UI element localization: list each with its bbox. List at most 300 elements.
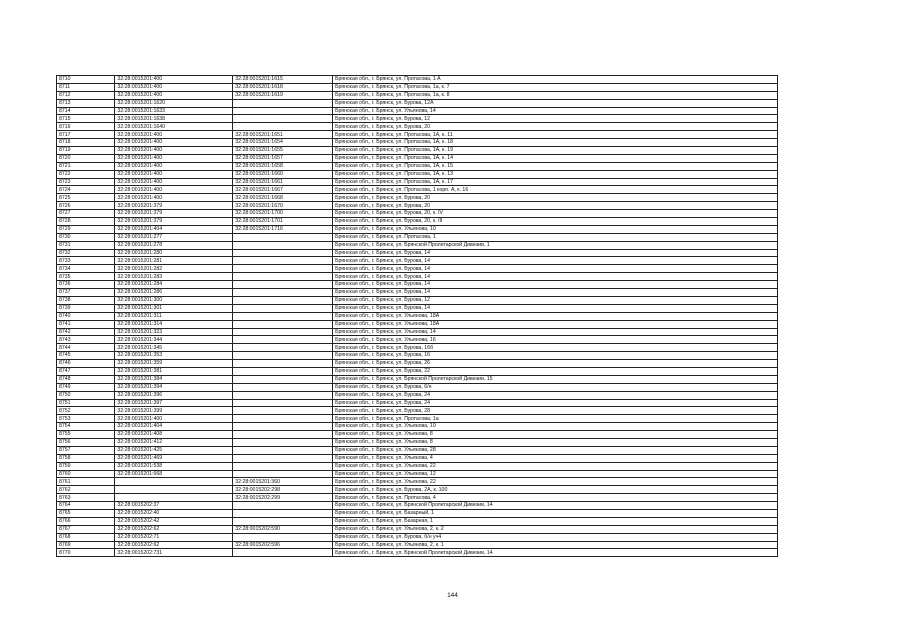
table-row xyxy=(57,123,778,131)
table-row xyxy=(57,525,778,533)
row-number-cell: 8722 xyxy=(57,170,115,178)
object-number-cell xyxy=(233,470,333,478)
cadastral-number-cell: 32:28:0015201:311 xyxy=(115,312,233,320)
row-number-cell: 8764 xyxy=(57,502,115,510)
address-cell: Брянская обл., г. Брянск, ул. Базарный, 1 xyxy=(333,509,778,517)
table-row xyxy=(57,202,778,210)
row-number-cell: 8750 xyxy=(57,391,115,399)
table-row xyxy=(57,533,778,541)
cadastral-number-cell: 32:28:0015201:400 xyxy=(115,170,233,178)
table-row xyxy=(57,304,778,312)
table-row xyxy=(57,517,778,525)
table-row xyxy=(57,336,778,344)
object-number-cell: 32:28:0015201:360 xyxy=(233,478,333,486)
address-cell: Брянская обл., г. Брянск, ул. Бурова, 6/н xyxy=(333,383,778,391)
object-number-cell: 32:28:0015202:596 xyxy=(233,541,333,549)
table-row xyxy=(57,320,778,328)
object-number-cell xyxy=(233,509,333,517)
table-row xyxy=(57,296,778,304)
table-row xyxy=(57,470,778,478)
cadastral-number-cell xyxy=(115,494,233,502)
address-cell: Брянская обл., г. Брянск, ул. Бурова, 26 xyxy=(333,360,778,368)
cadastral-number-cell: 32:28:0015201:353 xyxy=(115,352,233,360)
row-number-cell: 8752 xyxy=(57,407,115,415)
address-cell: Брянская обл., г. Брянск, ул. Ульянова, 18А xyxy=(333,312,778,320)
object-number-cell: 32:28:0015201:1658 xyxy=(233,162,333,170)
table-row xyxy=(57,415,778,423)
address-cell: Брянская обл., г. Брянск, ул. Бурова, 28 xyxy=(333,407,778,415)
cadastral-number-cell: 32:28:0015202:40 xyxy=(115,509,233,517)
cadastral-number-cell: 32:28:0015201:359 xyxy=(115,360,233,368)
table-row xyxy=(57,549,778,557)
row-number-cell: 8743 xyxy=(57,336,115,344)
row-number-cell: 8759 xyxy=(57,462,115,470)
row-number-cell: 8763 xyxy=(57,494,115,502)
row-number-cell: 8753 xyxy=(57,415,115,423)
table-row xyxy=(57,541,778,549)
cadastral-number-cell: 32:28:0015201:379 xyxy=(115,210,233,218)
table-row xyxy=(57,375,778,383)
cadastral-number-cell: 32:28:0015201:1633 xyxy=(115,107,233,115)
address-cell: Брянская обл., г. Брянск, ул. Ульянова, 18А xyxy=(333,320,778,328)
object-number-cell: 32:28:0015201:1667 xyxy=(233,186,333,194)
object-number-cell: 32:28:0015201:1618 xyxy=(233,83,333,91)
cadastral-number-cell: 32:28:0015201:400 xyxy=(115,162,233,170)
cadastral-number-cell: 32:28:0015201:400 xyxy=(115,147,233,155)
object-number-cell: 32:28:0015201:1619 xyxy=(233,91,333,99)
table-row xyxy=(57,502,778,510)
object-number-cell xyxy=(233,367,333,375)
cadastral-number-cell: 32:28:0015201:394 xyxy=(115,383,233,391)
address-cell: Брянская обл., г. Брянск, ул. Бурова, 20 xyxy=(333,194,778,202)
table-row xyxy=(57,99,778,107)
object-number-cell xyxy=(233,273,333,281)
row-number-cell: 8765 xyxy=(57,509,115,517)
object-number-cell xyxy=(233,249,333,257)
row-number-cell: 8728 xyxy=(57,218,115,226)
cadastral-number-cell: 32:28:0015201:278 xyxy=(115,241,233,249)
cadastral-number-cell: 32:28:0015201:400 xyxy=(115,415,233,423)
table-row xyxy=(57,273,778,281)
row-number-cell: 8712 xyxy=(57,91,115,99)
address-cell: Брянская обл., г. Брянск, ул. Ульянова, 10 xyxy=(333,423,778,431)
address-cell: Брянская обл., г. Брянск, ул. Протасова, 1 А xyxy=(333,76,778,84)
cadastral-number-cell: 32:28:0015201:400 xyxy=(115,186,233,194)
table-row xyxy=(57,241,778,249)
object-number-cell: 32:28:0015202:590 xyxy=(233,525,333,533)
address-cell: Брянская обл., г. Брянск, ул. Ульянова, 12 xyxy=(333,470,778,478)
address-cell: Брянская обл., г. Брянск, ул. Протасова, 1А, к. 17 xyxy=(333,178,778,186)
row-number-cell: 8747 xyxy=(57,367,115,375)
object-number-cell: 32:28:0015201:1670 xyxy=(233,202,333,210)
cadastral-number-cell: 32:28:0015201:425 xyxy=(115,446,233,454)
object-number-cell xyxy=(233,352,333,360)
row-number-cell: 8760 xyxy=(57,470,115,478)
table-row xyxy=(57,83,778,91)
address-cell: Брянская обл., г. Брянск, ул. Базарная, 1 xyxy=(333,517,778,525)
cadastral-number-cell: 32:28:0015201:400 xyxy=(115,178,233,186)
object-number-cell xyxy=(233,296,333,304)
address-cell: Брянская обл., г. Брянск, ул. Бурова, 22 xyxy=(333,367,778,375)
address-cell: Брянская обл., г. Брянск, ул. Бурова, 24 xyxy=(333,391,778,399)
cadastral-number-cell: 32:28:0015201:379 xyxy=(115,202,233,210)
address-cell: Брянская обл., г. Брянск, ул. Бурова, 2А, к. 100 xyxy=(333,486,778,494)
address-cell: Брянская обл., г. Брянск, ул. Ульянова, 14 xyxy=(333,328,778,336)
cadastral-number-cell: 32:28:0015201:412 xyxy=(115,438,233,446)
table-row xyxy=(57,194,778,202)
cadastral-number-cell: 32:28:0015201:1620 xyxy=(115,99,233,107)
row-number-cell: 8723 xyxy=(57,178,115,186)
object-number-cell xyxy=(233,115,333,123)
table-row xyxy=(57,438,778,446)
table-row xyxy=(57,218,778,226)
address-cell: Брянская обл., г. Брянск, ул. Бурова, 24 xyxy=(333,399,778,407)
address-cell: Брянская обл., г. Брянск, ул. Ульянова, 2, к. 1 xyxy=(333,541,778,549)
table-row xyxy=(57,289,778,297)
object-number-cell: 32:28:0015201:1660 xyxy=(233,170,333,178)
cadastral-number-cell: 32:28:0015201:300 xyxy=(115,296,233,304)
cadastral-number-cell: 32:28:0015202:71 xyxy=(115,533,233,541)
cadastral-number-cell: 32:28:0015202:62 xyxy=(115,541,233,549)
row-number-cell: 8762 xyxy=(57,486,115,494)
row-number-cell: 8754 xyxy=(57,423,115,431)
table-row xyxy=(57,312,778,320)
object-number-cell: 32:28:0015201:1651 xyxy=(233,131,333,139)
cadastral-number-cell: 32:28:0015201:301 xyxy=(115,304,233,312)
address-cell: Брянская обл., г. Брянск, ул. Брянской Пролетарской Дивизии, 14 xyxy=(333,502,778,510)
row-number-cell: 8770 xyxy=(57,549,115,557)
row-number-cell: 8766 xyxy=(57,517,115,525)
cadastral-number-cell: 32:28:0015202:731 xyxy=(115,549,233,557)
cadastral-number-cell: 32:28:0015201:282 xyxy=(115,265,233,273)
object-number-cell xyxy=(233,407,333,415)
cadastral-number-cell xyxy=(115,486,233,494)
row-number-cell: 8732 xyxy=(57,249,115,257)
object-number-cell xyxy=(233,107,333,115)
page-number: 144 xyxy=(447,592,458,599)
cadastral-number-cell: 32:28:0015201:404 xyxy=(115,423,233,431)
object-number-cell xyxy=(233,304,333,312)
row-number-cell: 8737 xyxy=(57,289,115,297)
row-number-cell: 8715 xyxy=(57,115,115,123)
row-number-cell: 8740 xyxy=(57,312,115,320)
address-cell: Брянская обл., г. Брянск, ул. Ульянова, 4 xyxy=(333,454,778,462)
object-number-cell: 32:28:0015201:1655 xyxy=(233,147,333,155)
address-cell: Брянская обл., г. Брянск, ул. Ульянова, 8 xyxy=(333,431,778,439)
table-row xyxy=(57,367,778,375)
cadastral-number-cell: 32:28:0015202:42 xyxy=(115,517,233,525)
row-number-cell: 8755 xyxy=(57,431,115,439)
row-number-cell: 8742 xyxy=(57,328,115,336)
cadastral-number-cell: 32:28:0015201:1638 xyxy=(115,115,233,123)
address-cell: Брянская обл., г. Брянск, ул. Ульянова, 22 xyxy=(333,478,778,486)
object-number-cell: 32:28:0015202:298 xyxy=(233,486,333,494)
address-cell: Брянская обл., г. Брянск, ул. Бурова, б/н уч4 xyxy=(333,533,778,541)
cadastral-number-cell: 32:28:0015201:286 xyxy=(115,289,233,297)
cadastral-number-cell: 32:28:0015201:345 xyxy=(115,344,233,352)
cadastral-number-cell: 32:28:0015201:396 xyxy=(115,391,233,399)
cadastral-number-cell: 32:28:0015201:408 xyxy=(115,431,233,439)
object-number-cell xyxy=(233,391,333,399)
row-number-cell: 8746 xyxy=(57,360,115,368)
row-number-cell: 8738 xyxy=(57,296,115,304)
cadastral-number-cell: 32:28:0015201:281 xyxy=(115,257,233,265)
address-cell: Брянская обл., г. Брянск, ул. Ульянова, 10 xyxy=(333,225,778,233)
address-cell: Брянская обл., г. Брянск, ул. Ульянова, 8 xyxy=(333,438,778,446)
object-number-cell xyxy=(233,375,333,383)
table-row xyxy=(57,383,778,391)
row-number-cell: 8733 xyxy=(57,257,115,265)
row-number-cell: 8761 xyxy=(57,478,115,486)
table-row xyxy=(57,352,778,360)
address-cell: Брянская обл., г. Брянск, ул. Ульянова, 28 xyxy=(333,446,778,454)
row-number-cell: 8714 xyxy=(57,107,115,115)
table-row xyxy=(57,344,778,352)
address-cell: Брянская обл., г. Брянск, ул. Бурова, 14 xyxy=(333,257,778,265)
object-number-cell xyxy=(233,281,333,289)
object-number-cell xyxy=(233,99,333,107)
object-number-cell xyxy=(233,312,333,320)
address-cell: Брянская обл., г. Брянск, ул. Бурова, 20, к. III xyxy=(333,218,778,226)
table-row xyxy=(57,233,778,241)
object-number-cell: 32:28:0015201:1668 xyxy=(233,194,333,202)
row-number-cell: 8726 xyxy=(57,202,115,210)
table-row xyxy=(57,257,778,265)
object-number-cell: 32:28:0015201:1657 xyxy=(233,154,333,162)
address-cell: Брянская обл., г. Брянск, ул. Бурова, 16б xyxy=(333,344,778,352)
row-number-cell: 8751 xyxy=(57,399,115,407)
row-number-cell: 8741 xyxy=(57,320,115,328)
object-number-cell xyxy=(233,438,333,446)
table-row xyxy=(57,154,778,162)
row-number-cell: 8717 xyxy=(57,131,115,139)
address-cell: Брянская обл., г. Брянск, ул. Бурова, 14 xyxy=(333,281,778,289)
cadastral-number-cell: 32:28:0015201:284 xyxy=(115,281,233,289)
address-cell: Брянская обл., г. Брянск, ул. Протасова, 1А, к. 13 xyxy=(333,170,778,178)
table-row xyxy=(57,107,778,115)
row-number-cell: 8721 xyxy=(57,162,115,170)
address-cell: Брянская обл., г. Брянск, ул. Бурова, 12А xyxy=(333,99,778,107)
table-row xyxy=(57,115,778,123)
object-number-cell xyxy=(233,446,333,454)
address-cell: Брянская обл., г. Брянск, ул. Протасова, 1а xyxy=(333,415,778,423)
object-number-cell xyxy=(233,241,333,249)
address-cell: Брянская обл., г. Брянск, ул. Протасова, 1А, к. 18 xyxy=(333,139,778,147)
object-number-cell xyxy=(233,533,333,541)
row-number-cell: 8736 xyxy=(57,281,115,289)
object-number-cell: 32:28:0015201:1661 xyxy=(233,178,333,186)
row-number-cell: 8767 xyxy=(57,525,115,533)
object-number-cell xyxy=(233,502,333,510)
address-cell: Брянская обл., г. Брянск, ул. Бурова, 14 xyxy=(333,273,778,281)
table-row xyxy=(57,210,778,218)
cadastral-number-cell: 32:28:0015201:400 xyxy=(115,91,233,99)
row-number-cell: 8757 xyxy=(57,446,115,454)
address-cell: Брянская обл., г. Брянск, ул. Протасова, 1 xyxy=(333,233,778,241)
object-number-cell xyxy=(233,431,333,439)
object-number-cell: 32:28:0015201:1701 xyxy=(233,218,333,226)
table-row xyxy=(57,407,778,415)
table-row xyxy=(57,423,778,431)
cadastral-number-cell: 32:28:0015201:277 xyxy=(115,233,233,241)
object-number-cell xyxy=(233,123,333,131)
object-number-cell xyxy=(233,399,333,407)
registry-table xyxy=(56,75,778,557)
address-cell: Брянская обл., г. Брянск, ул. Бурова, 20 xyxy=(333,123,778,131)
row-number-cell: 8716 xyxy=(57,123,115,131)
row-number-cell: 8735 xyxy=(57,273,115,281)
cadastral-number-cell: 32:28:0015201:314 xyxy=(115,320,233,328)
object-number-cell xyxy=(233,415,333,423)
object-number-cell xyxy=(233,265,333,273)
row-number-cell: 8718 xyxy=(57,139,115,147)
object-number-cell xyxy=(233,344,333,352)
cadastral-number-cell: 32:28:0015201:538 xyxy=(115,462,233,470)
address-cell: Брянская обл., г. Брянск, ул. Бурова, 20 xyxy=(333,202,778,210)
cadastral-number-cell: 32:28:0015201:397 xyxy=(115,399,233,407)
address-cell: Брянская обл., г. Брянск, ул. Бурова, 14 xyxy=(333,304,778,312)
row-number-cell: 8727 xyxy=(57,210,115,218)
cadastral-number-cell: 32:28:0015201:469 xyxy=(115,454,233,462)
table-row xyxy=(57,509,778,517)
cadastral-number-cell: 32:28:0015201:323 xyxy=(115,328,233,336)
object-number-cell xyxy=(233,549,333,557)
table-row xyxy=(57,76,778,84)
object-number-cell: 32:28:0015201:1654 xyxy=(233,139,333,147)
object-number-cell xyxy=(233,289,333,297)
row-number-cell: 8719 xyxy=(57,147,115,155)
row-number-cell: 8713 xyxy=(57,99,115,107)
row-number-cell: 8749 xyxy=(57,383,115,391)
row-number-cell: 8729 xyxy=(57,225,115,233)
table-row xyxy=(57,494,778,502)
object-number-cell xyxy=(233,517,333,525)
table-row xyxy=(57,328,778,336)
cadastral-number-cell: 32:28:0015201:283 xyxy=(115,273,233,281)
address-cell: Брянская обл., г. Брянск, ул. Брянской Пролетарской Дивизии, 14 xyxy=(333,549,778,557)
table-row xyxy=(57,454,778,462)
table-row xyxy=(57,265,778,273)
table-row xyxy=(57,399,778,407)
row-number-cell: 8724 xyxy=(57,186,115,194)
cadastral-number-cell xyxy=(115,478,233,486)
table-row xyxy=(57,147,778,155)
row-number-cell: 8748 xyxy=(57,375,115,383)
row-number-cell: 8756 xyxy=(57,438,115,446)
address-cell: Брянская обл., г. Брянск, ул. Ульянова, 16 xyxy=(333,336,778,344)
address-cell: Брянская обл., г. Брянск, ул. Протасова, 1А, к. 15 xyxy=(333,162,778,170)
cadastral-number-cell: 32:28:0015201:381 xyxy=(115,367,233,375)
row-number-cell: 8720 xyxy=(57,154,115,162)
address-cell: Брянская обл., г. Брянск, ул. Ульянова, 2, к. 2 xyxy=(333,525,778,533)
table-row xyxy=(57,91,778,99)
cadastral-number-cell: 32:28:0015201:1640 xyxy=(115,123,233,131)
object-number-cell xyxy=(233,360,333,368)
object-number-cell: 32:28:0015202:299 xyxy=(233,494,333,502)
row-number-cell: 8769 xyxy=(57,541,115,549)
row-number-cell: 8730 xyxy=(57,233,115,241)
address-cell: Брянская обл., г. Брянск, ул. Брянской Пролетарской Дивизии, 15 xyxy=(333,375,778,383)
object-number-cell: 32:28:0015201:1615 xyxy=(233,76,333,84)
cadastral-number-cell: 32:28:0015201:379 xyxy=(115,218,233,226)
table-row xyxy=(57,170,778,178)
object-number-cell xyxy=(233,336,333,344)
address-cell: Брянская обл., г. Брянск, ул. Бурова, 12 xyxy=(333,296,778,304)
cadastral-number-cell: 32:28:0015201:400 xyxy=(115,76,233,84)
cadastral-number-cell: 32:28:0015201:400 xyxy=(115,194,233,202)
address-cell: Брянская обл., г. Брянск, ул. Бурова, 16 xyxy=(333,352,778,360)
table-row xyxy=(57,178,778,186)
cadastral-number-cell: 32:28:0015201:399 xyxy=(115,407,233,415)
object-number-cell xyxy=(233,257,333,265)
table-row xyxy=(57,360,778,368)
object-number-cell xyxy=(233,423,333,431)
table-row xyxy=(57,225,778,233)
table-row xyxy=(57,162,778,170)
cadastral-number-cell: 32:28:0015201:400 xyxy=(115,131,233,139)
address-cell: Брянская обл., г. Брянск, ул. Ульянова, 14 xyxy=(333,107,778,115)
row-number-cell: 8711 xyxy=(57,83,115,91)
address-cell: Брянская обл., г. Брянск, ул. Протасова, 1А, к. 14 xyxy=(333,154,778,162)
table-row xyxy=(57,446,778,454)
table-row xyxy=(57,391,778,399)
row-number-cell: 8744 xyxy=(57,344,115,352)
address-cell: Брянская обл., г. Брянск, ул. Бурова, 14 xyxy=(333,249,778,257)
address-cell: Брянская обл., г. Брянск, ул. Брянской Пролетарской Дивизии, 1 xyxy=(333,241,778,249)
row-number-cell: 8758 xyxy=(57,454,115,462)
row-number-cell: 8731 xyxy=(57,241,115,249)
address-cell: Брянская обл., г. Брянск, ул. Протасова, 1а, к. 7 xyxy=(333,83,778,91)
cadastral-number-cell: 32:28:0015202:62 xyxy=(115,525,233,533)
table-row xyxy=(57,462,778,470)
table-row xyxy=(57,486,778,494)
table-row xyxy=(57,139,778,147)
cadastral-number-cell: 32:28:0015201:400 xyxy=(115,139,233,147)
cadastral-number-cell: 32:28:0015201:668 xyxy=(115,470,233,478)
row-number-cell: 8739 xyxy=(57,304,115,312)
address-cell: Брянская обл., г. Брянск, ул. Бурова, 12 xyxy=(333,115,778,123)
table-row xyxy=(57,281,778,289)
cadastral-number-cell: 32:28:0015201:344 xyxy=(115,336,233,344)
address-cell: Брянская обл., г. Брянск, ул. Протасова, 4 xyxy=(333,494,778,502)
address-cell: Брянская обл., г. Брянск, ул. Протасова, 1А, к. 11 xyxy=(333,131,778,139)
table-row xyxy=(57,131,778,139)
object-number-cell xyxy=(233,320,333,328)
object-number-cell xyxy=(233,454,333,462)
row-number-cell: 8734 xyxy=(57,265,115,273)
row-number-cell: 8768 xyxy=(57,533,115,541)
object-number-cell xyxy=(233,233,333,241)
cadastral-number-cell: 32:28:0015201:400 xyxy=(115,154,233,162)
address-cell: Брянская обл., г. Брянск, ул. Протасова, 1 корп. А, к. 16 xyxy=(333,186,778,194)
table-row xyxy=(57,431,778,439)
address-cell: Брянская обл., г. Брянск, ул. Ульянова, 22 xyxy=(333,462,778,470)
table-row xyxy=(57,478,778,486)
address-cell: Брянская обл., г. Брянск, ул. Протасова, 1А, к. 19 xyxy=(333,147,778,155)
cadastral-number-cell: 32:28:0015202:37 xyxy=(115,502,233,510)
object-number-cell xyxy=(233,328,333,336)
object-number-cell xyxy=(233,462,333,470)
row-number-cell: 8725 xyxy=(57,194,115,202)
object-number-cell xyxy=(233,383,333,391)
table-row xyxy=(57,249,778,257)
address-cell: Брянская обл., г. Брянск, ул. Протасова, 1а, к. 8 xyxy=(333,91,778,99)
address-cell: Брянская обл., г. Брянск, ул. Бурова, 20, к. IV xyxy=(333,210,778,218)
cadastral-number-cell: 32:28:0015201:400 xyxy=(115,83,233,91)
registry-table-body xyxy=(57,76,778,557)
row-number-cell: 8745 xyxy=(57,352,115,360)
address-cell: Брянская обл., г. Брянск, ул. Бурова, 14 xyxy=(333,265,778,273)
